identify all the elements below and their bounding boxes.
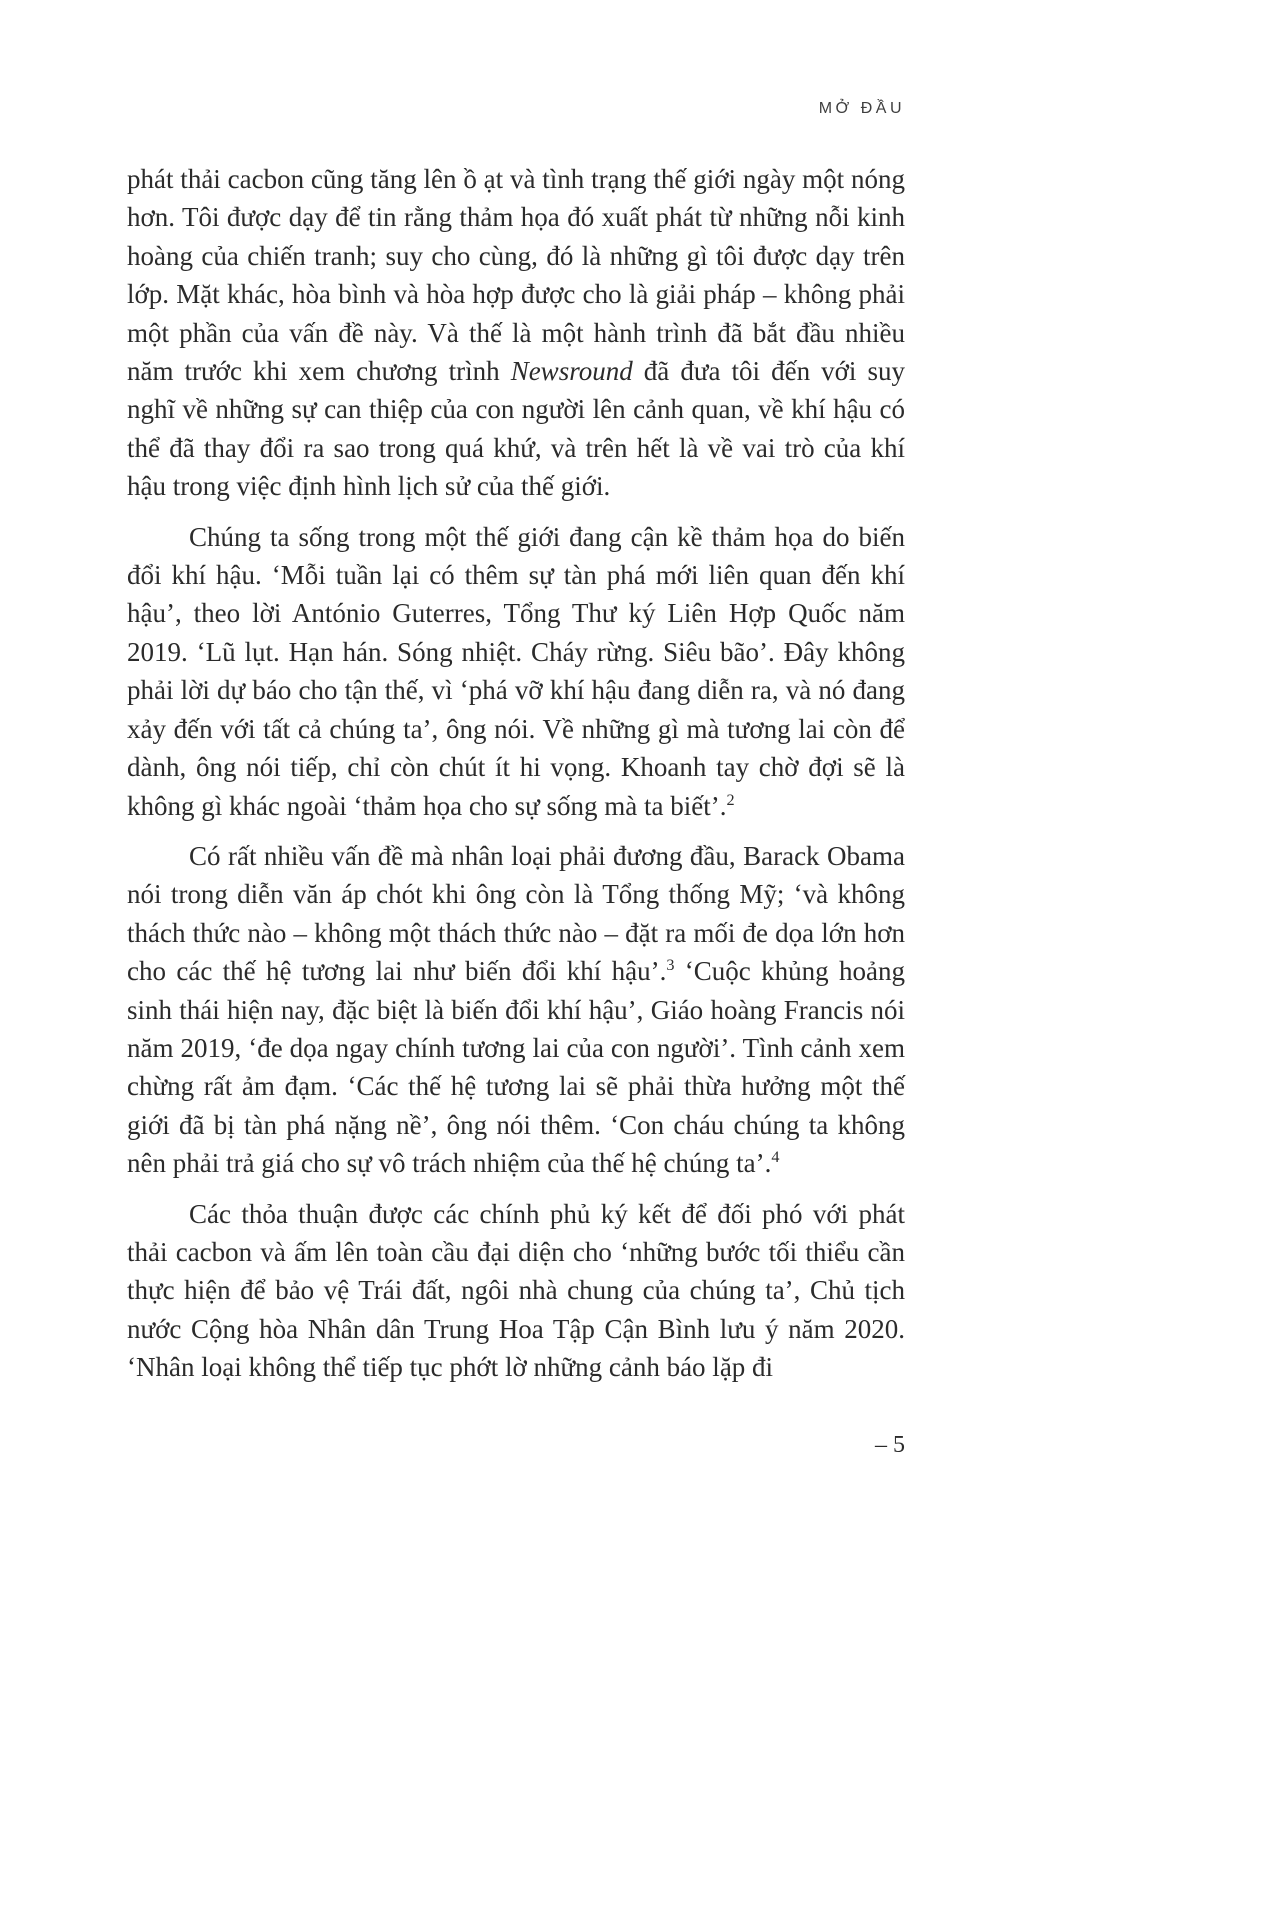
body-text: [127, 160, 905, 1387]
paragraph: [127, 1195, 905, 1387]
chapter-title: MỞ ĐẦU: [818, 100, 905, 117]
page-number: – 5: [875, 1432, 905, 1458]
footnote-reference: 2: [726, 790, 735, 809]
text-segment: Các thỏa thuận được các chính phủ ký kết để đối phó với phát thải cacbon và ấm lên toàn cầu đại diện cho ‘những bước tối thiểu cần thực hiện để bảo vệ Trái đất, ngôi nhà chung của chúng ta’, Chủ tịch nước Cộng hòa Nhân dân Trung Hoa Tập Cận Bình lưu ý năm 2020. ‘Nhân loại không thể tiếp tục phớt lờ những cảnh báo lặp đi: [127, 1198, 905, 1383]
running-header: [127, 100, 905, 118]
text-segment: Có rất nhiều vấn đề mà nhân loại phải đương đầu, Barack Obama nói trong diễn văn áp chót khi ông còn là Tổng thống Mỹ; ‘và không thách thức nào – không một thách thức nào – đặt ra mối đe dọa lớn hơn cho các thế hệ tương lai như biến đổi khí hậu’.: [127, 840, 905, 987]
paragraph: [127, 837, 905, 1183]
paragraph: [127, 160, 905, 506]
footnote-reference: 3: [666, 956, 675, 975]
text-segment: phát thải cacbon cũng tăng lên ồ ạt và tình trạng thế giới ngày một nóng hơn. Tôi được dạy để tin rằng thảm họa đó xuất phát từ những nỗi kinh hoàng của chiến tranh; suy cho cùng, đó là những gì tôi được dạy trên lớp. Mặt khác, hòa bình và hòa hợp được cho là giải pháp – không phải một phần của vấn đề này. Và thế là một hành trình đã bắt đầu nhiều năm trước khi xem chương trình: [127, 164, 905, 387]
text-segment: đã đưa tôi đến với suy nghĩ về những sự can thiệp của con người lên cảnh quan, về khí hậu có thể đã thay đổi ra sao trong quá khứ, và trên hết là về vai trò của khí hậu trong việc định hình lịch sử của thế giới.: [127, 356, 906, 502]
text-segment: ‘Cuộc khủng hoảng sinh thái hiện nay, đặc biệt là biến đổi khí hậu’, Giáo hoàng Francis nói năm 2019, ‘đe dọa ngay chính tương lai của con người’. Tình cảnh xem chừng rất ảm đạm. ‘Các thế hệ tương lai sẽ phải thừa hưởng một thế giới đã bị tàn phá nặng nề’, ông nói thêm. ‘Con cháu chúng ta không nên phải trả giá cho sự vô trách nhiệm của thế hệ chúng ta’.: [127, 956, 906, 1179]
text-segment: Chúng ta sống trong một thế giới đang cận kề thảm họa do biến đổi khí hậu. ‘Mỗi tuần lại có thêm sự tàn phá mới liên quan đến khí hậu’, theo lời António Guterres, Tổng Thư ký Liên Hợp Quốc năm 2019. ‘Lũ lụt. Hạn hán. Sóng nhiệt. Cháy rừng. Siêu bão’. Đây không phải lời dự báo cho tận thế, vì ‘phá vỡ khí hậu đang diễn ra, và nó đang xảy đến với tất cả chúng ta’, ông nói. Về những gì mà tương lai còn để dành, ông nói tiếp, chỉ còn chút ít hi vọng. Khoanh tay chờ đợi sẽ là không gì khác ngoài ‘thảm họa cho sự sống mà ta biết’.: [127, 521, 905, 821]
text-segment: Newsround: [510, 356, 633, 387]
footnote-reference: 4: [771, 1148, 780, 1167]
page-footer: [127, 1432, 905, 1459]
paragraph: [127, 518, 905, 825]
